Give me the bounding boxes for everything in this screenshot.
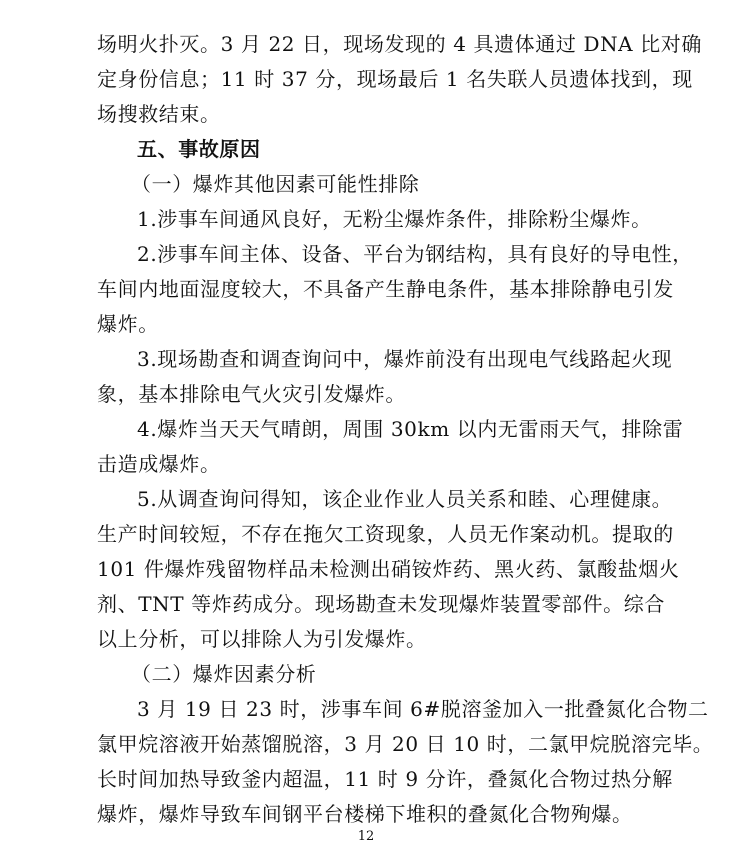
text-line: 2.涉事车间主体、设备、平台为钢结构，具有良好的导电性，	[137, 242, 693, 266]
text-line: 5.从调查询问得知，该企业作业人员关系和睦、心理健康。	[137, 487, 673, 511]
text-line: 生产时间较短，不存在拖欠工资现象，人员无作案动机。提取的	[97, 522, 674, 546]
page-number: 12	[357, 829, 375, 844]
text-line: 象，基本排除电气火灾引发爆炸。	[97, 382, 406, 406]
text-line: 场明火扑灭。3 月 22 日，现场发现的 4 具遗体通过 DNA 比对确	[97, 32, 702, 56]
text-line: 3 月 19 日 23 时，涉事车间 6#脱溶釜加入一批叠氮化合物二	[137, 697, 709, 721]
text-line: 爆炸，爆炸导致车间钢平台楼梯下堆积的叠氮化合物殉爆。	[97, 802, 633, 826]
text-line: 定身份信息；11 时 37 分，现场最后 1 名失联人员遗体找到，现	[97, 67, 693, 91]
text-line: 3.现场勘查和调查询问中，爆炸前没有出现电气线路起火现	[137, 347, 673, 371]
text-line: 1.涉事车间通风良好，无粉尘爆炸条件，排除粉尘爆炸。	[137, 207, 652, 231]
text-line: 爆炸。	[97, 312, 159, 336]
text-line: 以上分析，可以排除人为引发爆炸。	[97, 627, 427, 651]
text-line: 4.爆炸当天天气晴朗，周围 30km 以内无雷雨天气，排除雷	[137, 417, 684, 441]
text-line: 101 件爆炸残留物样品未检测出硝铵炸药、黑火药、氯酸盐烟火	[97, 557, 680, 581]
text-line: 车间内地面湿度较大，不具备产生静电条件，基本排除静电引发	[97, 277, 674, 301]
text-line: 场搜救结束。	[97, 102, 221, 126]
text-line: 击造成爆炸。	[97, 452, 221, 476]
text-line: 长时间加热导致釜内超温，11 时 9 分许，叠氮化合物过热分解	[97, 767, 673, 791]
text-line: 氯甲烷溶液开始蒸馏脱溶，3 月 20 日 10 时，二氯甲烷脱溶完毕。	[97, 732, 714, 756]
text-line: 剂、TNT 等炸药成分。现场勘查未发现爆炸装置零部件。综合	[97, 592, 665, 616]
subsection-heading: （一）爆炸其他因素可能性排除	[131, 172, 420, 196]
section-heading: 五、事故原因	[137, 137, 261, 161]
subsection-heading: （二）爆炸因素分析	[131, 662, 317, 686]
